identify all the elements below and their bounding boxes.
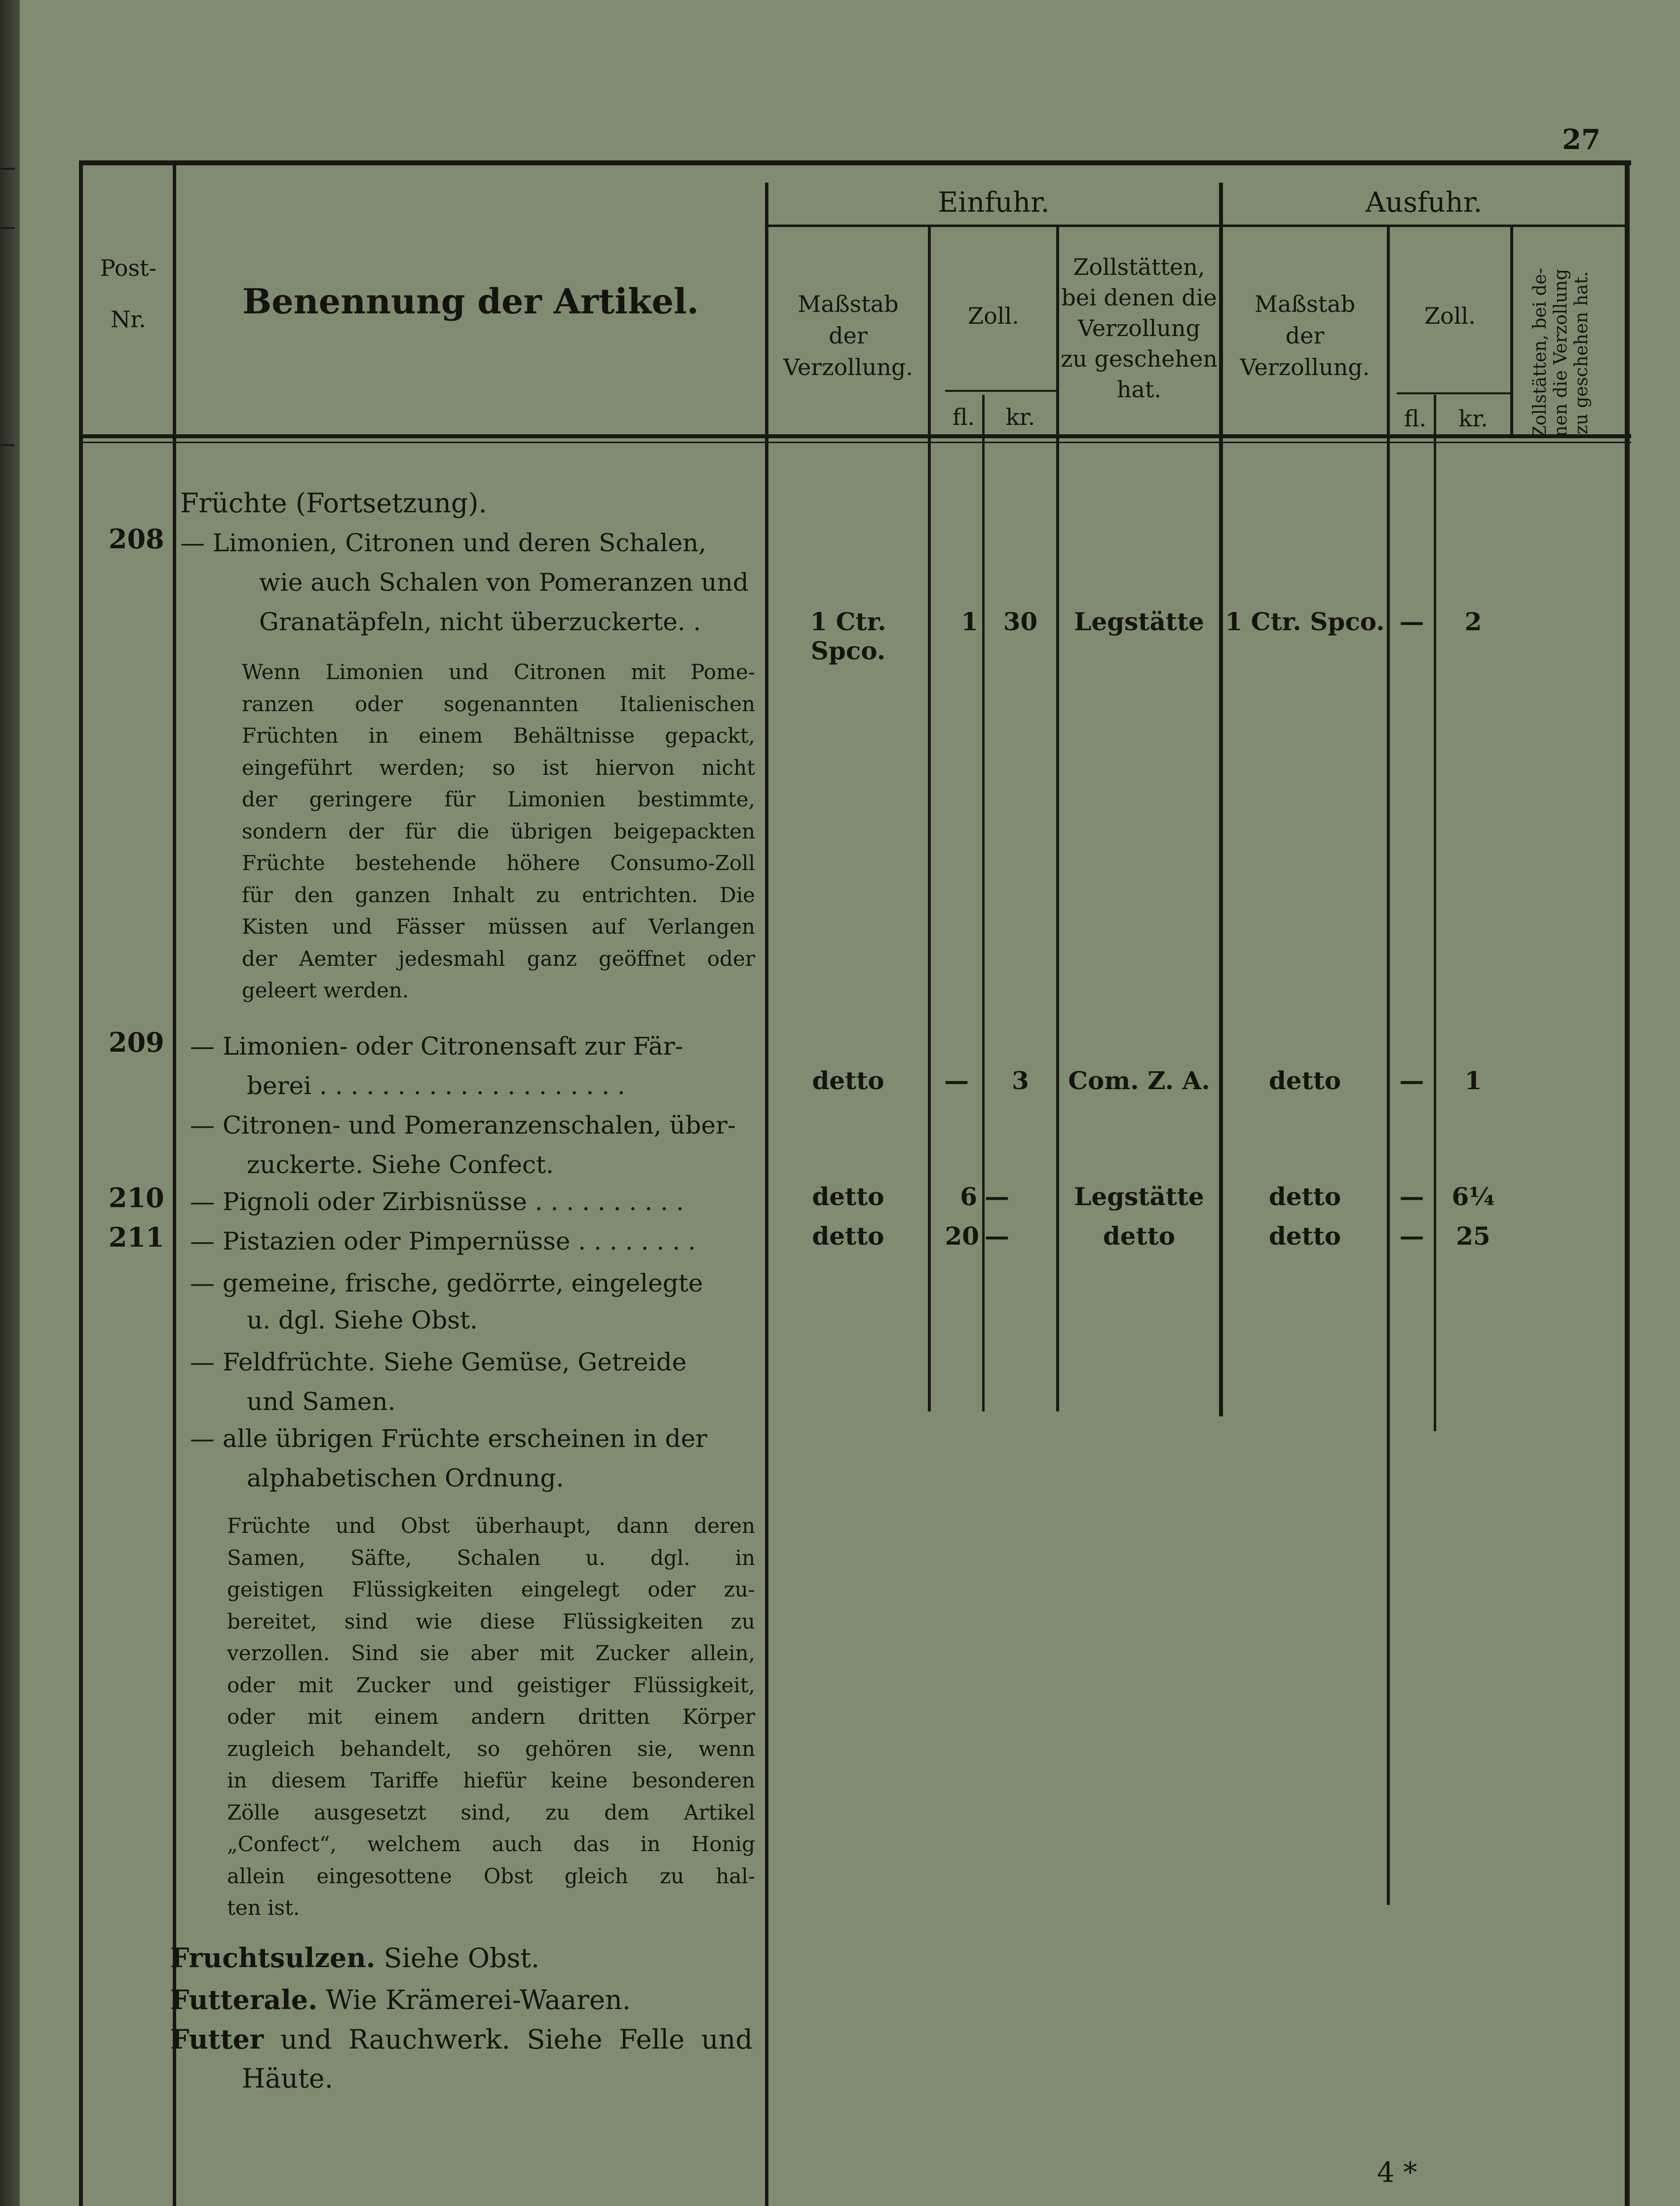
aus-fl-value: —: [1399, 1182, 1424, 1211]
article-line: Granatäpfeln, nicht überzuckerte. .: [259, 608, 701, 636]
note-line: bereitet, sind wie diese Flüssigkeiten zu: [227, 1609, 755, 1634]
note-fruechte-obst: [227, 1510, 755, 1924]
entry-text: Häute.: [242, 2063, 333, 2094]
entry-fruchtsulzen: [170, 1942, 539, 1974]
ein-kr-header: kr.: [1005, 404, 1035, 430]
aus-kr-header: kr.: [1458, 405, 1488, 432]
ein-zollstaetten-header: [1059, 242, 1219, 415]
ein-kr-value: —: [985, 1182, 1009, 1211]
note-line: Früchten in einem Behältnisse gepackt,: [242, 723, 755, 748]
ein-zollstaette-value: detto: [1103, 1221, 1176, 1251]
signature-mark: 4 *: [1377, 2157, 1417, 2189]
post-label: Post-: [100, 255, 157, 281]
ein-zollstaette-value: Legstätte: [1074, 1182, 1204, 1211]
entry-term: Fruchtsulzen.: [170, 1942, 376, 1974]
article-line: — Limonien- oder Citronensaft zur Fär-: [190, 1032, 684, 1061]
ein-zoll-header: Zoll.: [968, 303, 1019, 329]
aus-massstab-value: detto: [1268, 1182, 1341, 1211]
aus-massstab-value: detto: [1268, 1221, 1341, 1251]
ausfuhr-rule: [1222, 225, 1626, 227]
entry-text: Wie Krämerei-Waaren.: [326, 1984, 631, 2016]
article-line: zuckerte. Siehe Confect.: [247, 1150, 554, 1179]
massstab-text: Maßstab: [798, 291, 899, 317]
left-page-edge-line: [0, 168, 15, 170]
article-line: — Pignoli oder Zirbisnüsse . . . . . . . . . .: [190, 1187, 684, 1216]
aus-massstab-header: [1223, 276, 1387, 395]
aus-kr-value: 1: [1464, 1066, 1482, 1095]
ein-zollstaette-value: Legstätte: [1074, 607, 1204, 636]
entry-futterale: [170, 1984, 631, 2016]
aus-fl-value: —: [1399, 1066, 1424, 1095]
entry-text: und Rauchwerk. Siehe Felle und: [280, 2024, 753, 2055]
note-line: oder mit Zucker und geistiger Flüssigkeit,: [227, 1673, 755, 1697]
section-heading: Früchte (Fortsetzung).: [180, 488, 487, 519]
note-line: oder mit einem andern dritten Körper: [227, 1705, 755, 1729]
ein-fl-value: 1: [961, 607, 978, 636]
table-right-border: [1625, 160, 1630, 2206]
note-line: zugleich behandelt, so gehören sie, wenn: [227, 1736, 755, 1761]
article-line: alphabetischen Ordnung.: [247, 1464, 564, 1492]
note-line: für den ganzen Inhalt zu entrichten. Die: [242, 882, 755, 907]
aus-massstab-value: detto: [1268, 1066, 1341, 1095]
note-line: Kisten und Fässer müssen auf Verlangen: [242, 914, 755, 939]
note-line: geleert werden.: [242, 978, 409, 1002]
entry-text: Siehe Obst.: [383, 1942, 540, 1974]
zollstaetten-line: Zollstätten,: [1073, 254, 1205, 280]
note-line: der Aemter jedesmahl ganz geöffnet oder: [242, 946, 755, 971]
post-nr: 209: [109, 1027, 164, 1058]
post-nr-header: [84, 257, 173, 331]
aus-kr-value: 2: [1464, 607, 1482, 636]
ein-zollstaette-value: Com. Z. A.: [1068, 1066, 1210, 1095]
ein-fl-value: 6: [960, 1182, 977, 1211]
note-line: eingeführt werden; so ist hiervon nicht: [242, 755, 755, 780]
col-sep-ein-fl-kr: [982, 395, 985, 1411]
post-nr: 210: [109, 1182, 164, 1214]
left-page-edge-line: [0, 227, 15, 229]
aus-zollstaetten-line: Zollstätten, bei de-: [1530, 267, 1550, 438]
article-line: — Feldfrüchte. Siehe Gemüse, Getreide: [190, 1348, 687, 1376]
aus-fl-header: fl.: [1404, 405, 1427, 432]
aus-massstab-value: 1 Ctr. Spco.: [1225, 607, 1385, 636]
entry-term: Futter: [170, 2023, 264, 2055]
ein-fl-header: fl.: [952, 404, 975, 430]
einfuhr-header: Einfuhr.: [938, 186, 1050, 219]
ein-massstab-value: detto: [812, 1221, 884, 1251]
note-line: geistigen Flüssigkeiten eingelegt oder zu-: [227, 1577, 755, 1601]
ein-fl-value: —: [944, 1066, 969, 1095]
header-bottom-rule: [79, 434, 1631, 438]
ein-massstab-value: detto: [812, 1066, 884, 1095]
article-line: — alle übrigen Früchte erscheinen in der: [190, 1424, 707, 1453]
aus-kr-value: 25: [1456, 1221, 1490, 1251]
entry-term: Futterale.: [170, 1984, 318, 2016]
ein-kr-value: 30: [1003, 607, 1038, 636]
zollstaetten-line: zu geschehen: [1061, 345, 1218, 372]
entry-futter-cont: [242, 2063, 333, 2094]
article-line: berei . . . . . . . . . . . . . . . . . . . .: [247, 1071, 625, 1100]
article-line: — Limonien, Citronen und deren Schalen,: [180, 529, 707, 557]
aus-zoll-header: Zoll.: [1424, 303, 1476, 329]
col-sep-einfuhr-ausfuhr: [1219, 183, 1223, 1416]
note-line: in diesem Tariffe hiefür keine besonderen: [227, 1768, 755, 1792]
note-line: allein eingesottene Obst gleich zu hal-: [227, 1864, 755, 1888]
table-left-border: [79, 160, 83, 2206]
ein-zoll-rule: [945, 390, 1056, 392]
verzollung-text: Verzollung.: [783, 354, 913, 380]
post-nr: 208: [109, 523, 164, 555]
ein-kr-value: 3: [1012, 1066, 1029, 1095]
left-page-edge-line: [0, 444, 15, 446]
col-sep-aus-fl-kr: [1434, 395, 1436, 1431]
note-line: Samen, Säfte, Schalen u. dgl. in: [227, 1545, 755, 1570]
aus-zoll-rule: [1397, 392, 1510, 394]
der-text: der: [1285, 322, 1325, 349]
zollstaetten-line: Verzollung: [1077, 315, 1201, 342]
aus-kr-value: 6¼: [1451, 1182, 1495, 1211]
post-nr: 211: [109, 1221, 164, 1253]
article-line: — Pistazien oder Pimpernüsse . . . . . . . .: [190, 1227, 696, 1255]
ein-fl-value: 20: [945, 1221, 979, 1251]
note-line: ten ist.: [227, 1896, 300, 1920]
col-sep-aus-zoll: [1510, 227, 1513, 437]
ein-kr-value: —: [985, 1221, 1009, 1251]
aus-fl-value: —: [1399, 1221, 1424, 1251]
entry-futter: [170, 2023, 753, 2055]
einfuhr-rule: [767, 225, 1219, 227]
note-line: verzollen. Sind sie aber mit Zucker allein,: [227, 1641, 755, 1665]
note-line: Wenn Limonien und Citronen mit Pome-: [242, 660, 755, 684]
nr-label: Nr.: [111, 306, 146, 333]
ausfuhr-header: Ausfuhr.: [1365, 186, 1483, 219]
ein-massstab-value: 1 Ctr. Spco.: [810, 607, 886, 665]
article-line: — gemeine, frische, gedörrte, eingelegte: [190, 1269, 703, 1297]
aus-zollstaetten-line: zu geschehen hat.: [1571, 271, 1592, 435]
aus-fl-value: —: [1399, 607, 1424, 636]
article-line: und Samen.: [247, 1387, 396, 1416]
note-line: Zölle ausgesetzt sind, zu dem Artikel: [227, 1800, 755, 1825]
col-sep-article: [765, 183, 768, 2206]
header-bottom-rule-2: [79, 442, 1631, 443]
note-limonien: [242, 656, 755, 1007]
note-line: Früchte und Obst überhaupt, dann deren: [227, 1514, 755, 1538]
table-top-border: [79, 160, 1631, 165]
massstab-text: Maßstab: [1254, 291, 1356, 317]
der-text: der: [829, 322, 868, 349]
aus-zollstaetten-header: [1530, 264, 1604, 442]
zollstaetten-line: bei denen die: [1061, 284, 1217, 311]
ein-massstab-header: [768, 276, 928, 395]
note-line: ranzen oder sogenannten Italienischen: [242, 691, 755, 716]
note-line: „Confect“, welchem auch das in Honig: [227, 1832, 755, 1856]
note-line: Früchte bestehende höhere Consumo-Zoll: [242, 851, 755, 875]
col-sep-post-nr: [173, 160, 176, 2206]
note-line: der geringere für Limonien bestimmte,: [242, 787, 755, 811]
verzollung-text: Verzollung.: [1240, 354, 1370, 380]
article-header: Benennung der Artikel.: [242, 280, 699, 322]
article-line: wie auch Schalen von Pomeranzen und: [259, 568, 749, 597]
aus-zollstaetten-line: nen die Verzollung: [1551, 268, 1571, 437]
article-line: — Citronen- und Pomeranzenschalen, über-: [190, 1111, 736, 1140]
article-line: u. dgl. Siehe Obst.: [247, 1306, 478, 1334]
ein-massstab-value: detto: [812, 1182, 884, 1211]
note-line: sondern der für die übrigen beigepackten: [242, 819, 755, 843]
zollstaetten-line: hat.: [1116, 376, 1162, 403]
page-number: 27: [1562, 123, 1601, 156]
